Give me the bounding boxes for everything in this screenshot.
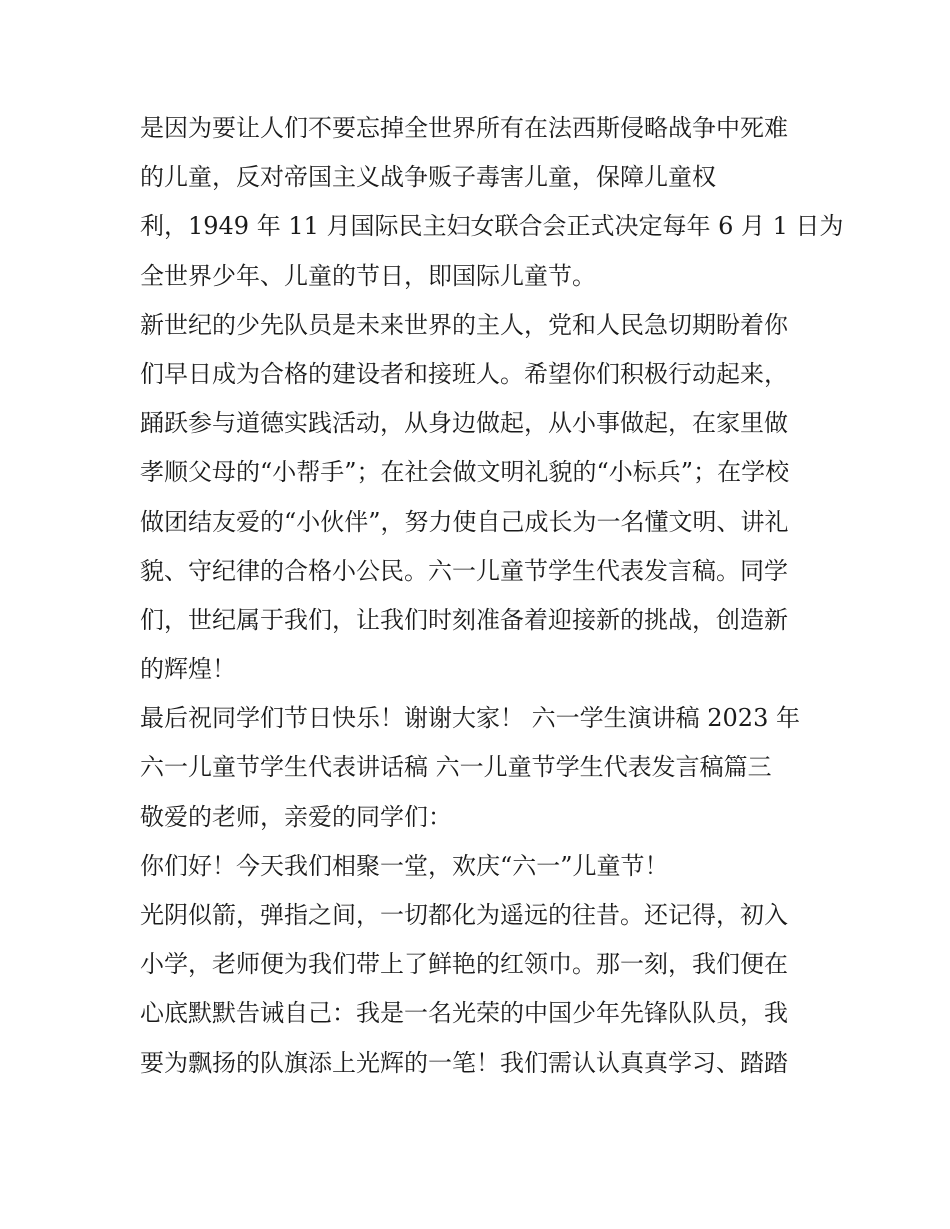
text-line: 要为飘扬的队旗添上光辉的一笔！我们需认认真真学习、踏踏	[140, 1048, 788, 1077]
text-line: 们早日成为合格的建设者和接班人。希望你们积极行动起来，	[140, 359, 788, 388]
text-line: 六一儿童节学生代表讲话稿 六一儿童节学生代表发言稿篇三	[140, 753, 772, 782]
text-line: 踊跃参与道德实践活动，从身边做起，从小事做起，在家里做	[140, 409, 788, 438]
text-line: 最后祝同学们节日快乐！谢谢大家！ 六一学生演讲稿 2023 年	[140, 704, 800, 733]
text-line: 们，世纪属于我们，让我们时刻准备着迎接新的挑战，创造新	[140, 605, 788, 634]
text-line: 全世界少年、儿童的节日，即国际儿童节。	[140, 261, 596, 290]
text-line: 的儿童，反对帝国主义战争贩子毒害儿童，保障儿童权	[140, 163, 716, 192]
text-line: 光阴似箭，弹指之间，一切都化为遥远的往昔。还记得，初入	[140, 901, 788, 929]
text-line: 孝顺父母的“小帮手”；在社会做文明礼貌的“小标兵”；在学校	[140, 458, 790, 487]
text-line: 利，1949 年 11 月国际民主妇女联合会正式决定每年 6 月 1 日为	[140, 212, 844, 241]
text-line: 敬爱的老师，亲爱的同学们：	[140, 802, 452, 831]
text-line: 的辉煌！	[140, 655, 236, 684]
body-text	[140, 104, 844, 1088]
text-line: 貌、守纪律的合格小公民。六一儿童节学生代表发言稿。同学	[140, 556, 788, 585]
text-line: 是因为要让人们不要忘掉全世界所有在法西斯侵略战争中死难	[140, 114, 788, 142]
text-line: 你们好！今天我们相聚一堂，欢庆“六一”儿童节！	[140, 851, 669, 880]
text-line: 心底默默告诫自己：我是一名光荣的中国少年先锋队队员，我	[140, 999, 788, 1028]
text-line: 小学，老师便为我们带上了鲜艳的红领巾。那一刻，我们便在	[140, 950, 788, 979]
text-line: 做团结友爱的“小伙伴”，努力使自己成长为一名懂文明、讲礼	[140, 507, 789, 536]
text-line: 新世纪的少先队员是未来世界的主人，党和人民急切期盼着你	[140, 310, 788, 339]
